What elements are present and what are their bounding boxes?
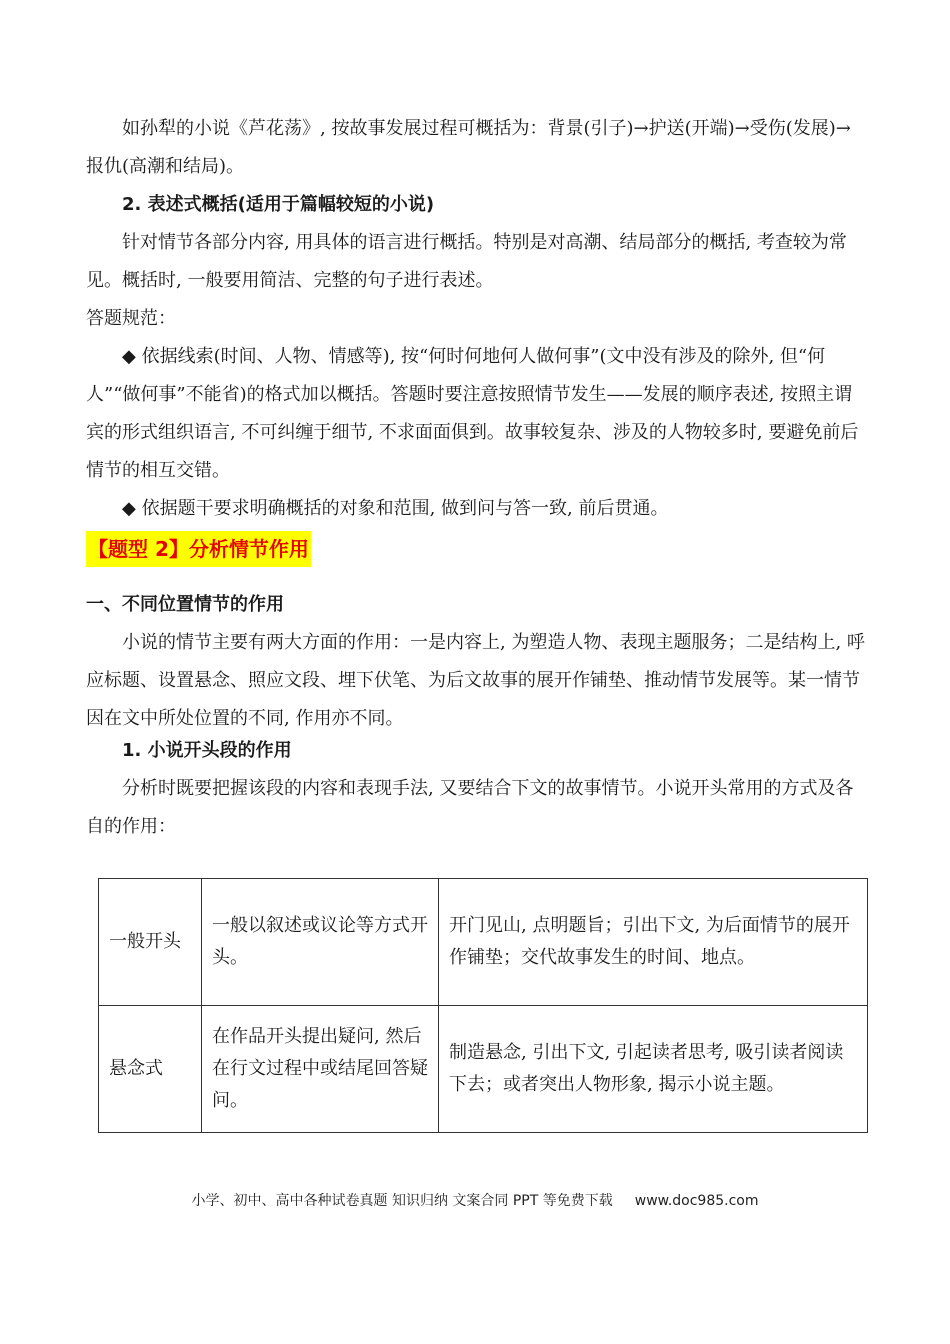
answer-norm-label: 答题规范： <box>86 308 176 329</box>
table-row <box>99 879 868 1006</box>
footer-url: www.doc985.com <box>634 1193 759 1209</box>
paragraph-descriptive: 针对情节各部分内容, 用具体的语言进行概括。特别是对高潮、结局部分的概括, 考查较为常见。概括时, 一般要用简洁、完整的句子进行表述。 <box>86 232 847 291</box>
paragraph-plot-effects: 小说的情节主要有两大方面的作用：一是内容上, 为塑造人物、表现主题服务；二是结构上, 呼应标题、设置悬念、照应文段、埋下伏笔、为后文故事的展开作铺垫、推动情节发展等。某一情节因在文中所处位置的不同, 作用亦不同。 <box>86 632 865 729</box>
paragraph-example: 如孙犁的小说《芦花荡》, 按故事发展过程可概括为：背景(引子)→护送(开端)→受伤(发展)→报仇(高潮和结局)。 <box>86 118 851 177</box>
opening-methods-table <box>98 878 868 1133</box>
bullet-item-1: ◆ 依据线索(时间、人物、情感等), 按“何时何地何人做何事”(文中没有涉及的除外, 但“何人”“做何事”不能省)的格式加以概括。答题时要注意按照情节发生——发展的顺序表述, 按照主谓宾的形式组织语言, 不可纠缠于细节, 不求面面俱到。故事较复杂、涉及的人物较多时, 要避免前后情节的相互交错。 <box>86 346 859 481</box>
table-cell-effect: 开门见山, 点明题旨；引出下文, 为后面情节的展开作铺垫；交代故事发生的时间、地点。 <box>439 879 868 1006</box>
footer-text: 小学、初中、高中各种试卷真题 知识归纳 文案合同 PPT 等免费下载 <box>191 1193 613 1209</box>
bullet-item-2: ◆ 依据题干要求明确概括的对象和范围, 做到问与答一致, 前后贯通。 <box>122 498 669 519</box>
subheading-descriptive-summary: 2. 表述式概括(适用于篇幅较短的小说) <box>122 194 435 215</box>
table-row <box>99 1006 868 1133</box>
subheading-opening-effects: 1. 小说开头段的作用 <box>122 740 292 761</box>
page-footer <box>0 1190 950 1210</box>
table-cell-effect: 制造悬念, 引出下文, 引起读者思考, 吸引读者阅读下去；或者突出人物形象, 揭示小说主题。 <box>439 1006 868 1133</box>
table-cell-method: 一般以叙述或议论等方式开头。 <box>202 879 439 1006</box>
section-title-highlight: 【题型 2】分析情节作用 <box>86 531 311 567</box>
table-cell-method: 在作品开头提出疑问, 然后在行文过程中或结尾回答疑问。 <box>202 1006 439 1133</box>
paragraph-opening-analysis: 分析时既要把握该段的内容和表现手法, 又要结合下文的故事情节。小说开头常用的方式及各自的作用： <box>86 778 854 837</box>
table-cell-name: 一般开头 <box>99 879 202 1006</box>
table-cell-name: 悬念式 <box>99 1006 202 1133</box>
subheading-position-effects: 一、不同位置情节的作用 <box>86 594 284 615</box>
